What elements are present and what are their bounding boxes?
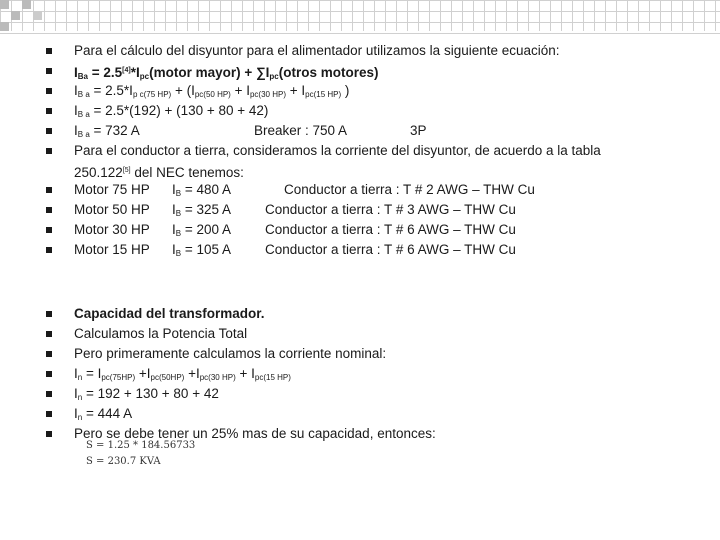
list-item: Pero se debe tener un 25% mas de su capacidad, entonces: [46, 424, 706, 444]
list-item: Para el conductor a tierra, consideramos la corriente del disyuntor, de acuerdo a la tabla [46, 141, 706, 161]
motor-row: Motor 30 HP $I_B = 200$ A Conductor a tierra : T # 6 AWG – THW Cu [46, 220, 706, 240]
bullet-square-icon [46, 431, 52, 437]
list-item: Calculamos la Potencia Total [46, 324, 706, 344]
bullet-square-icon [46, 68, 52, 74]
breaker-poles: 3P [410, 123, 427, 138]
list-item: $I_{B a} = 732$ A Breaker : 750 A 3P [46, 121, 706, 141]
list-item [46, 81, 706, 101]
bullet-square-icon [46, 148, 52, 154]
equation-substituted: $I_{B a} = 2.5*I_{p c(75 HP)} + (I_{pc(50 HP)} + I_{pc(30 HP)} + I_{pc(15 HP)}$ ) [74, 83, 350, 99]
list-item: $I_n = 192 + 130 + 80 + 42$ [46, 384, 706, 404]
equation-breaker-current: $I_{Ba}$ = $2.5[4]*I_{pc}(motor$ mayor) + $\sum I_{pc}(otros$ motores) [74, 65, 379, 81]
bullet-square-icon [46, 227, 52, 233]
list-item [46, 364, 706, 384]
bullet-square-icon [46, 247, 52, 253]
bullet-square-icon [46, 311, 52, 317]
decorative-grid [0, 0, 720, 40]
bullet-square-icon [46, 391, 52, 397]
list-item-continuation: 250.122[5] del NEC tenemos: [74, 165, 244, 180]
list-item: Para el cálculo del disyuntor para el alimentador utilizamos la siguiente ecuación: [46, 41, 706, 61]
section-gap [46, 260, 706, 304]
bullet-square-icon [46, 371, 52, 377]
motor-row: Motor 15 HP $I_B = 105$ A Conductor a tierra : T # 6 AWG – THW Cu [46, 240, 706, 260]
slide-content [46, 41, 706, 444]
list-item: $I_n = 444$ A [46, 404, 706, 424]
list-item: Pero primeramente calculamos la corriente nominal: [46, 344, 706, 364]
bullet-square-icon [46, 187, 52, 193]
formula-apparent-power: S = 1.25 * 184.56733 [86, 440, 196, 451]
bullet-square-icon [46, 411, 52, 417]
bullet-square-icon [46, 128, 52, 134]
equation-nominal-current: $I_n = I_{pc(75HP)} +I_{pc(50HP)} +I_{pc(30 HP)} + I_{pc(15 HP)}$ [74, 366, 291, 382]
motor-row: Motor 75 HP $I_B = 480$ A Conductor a tierra : T # 2 AWG – THW Cu [46, 180, 706, 200]
bullet-square-icon [46, 108, 52, 114]
bullet-square-icon [46, 351, 52, 357]
motor-row: Motor 50 HP $I_B = 325$ A Conductor a tierra : T # 3 AWG – THW Cu [46, 200, 706, 220]
list-item [46, 61, 706, 81]
formula-kva-result: S = 230.7 KVA [86, 456, 161, 467]
bullet-square-icon [46, 48, 52, 54]
bullet-square-icon [46, 88, 52, 94]
section-heading: Capacidad del transformador. [74, 306, 265, 321]
bullet-square-icon [46, 331, 52, 337]
bullet-square-icon [46, 207, 52, 213]
list-item [46, 304, 706, 324]
list-item: $I_{B a} = 2.5*(192) + (130 + 80 + 42)$ [46, 101, 706, 121]
breaker-rating: Breaker : 750 A [254, 123, 348, 138]
